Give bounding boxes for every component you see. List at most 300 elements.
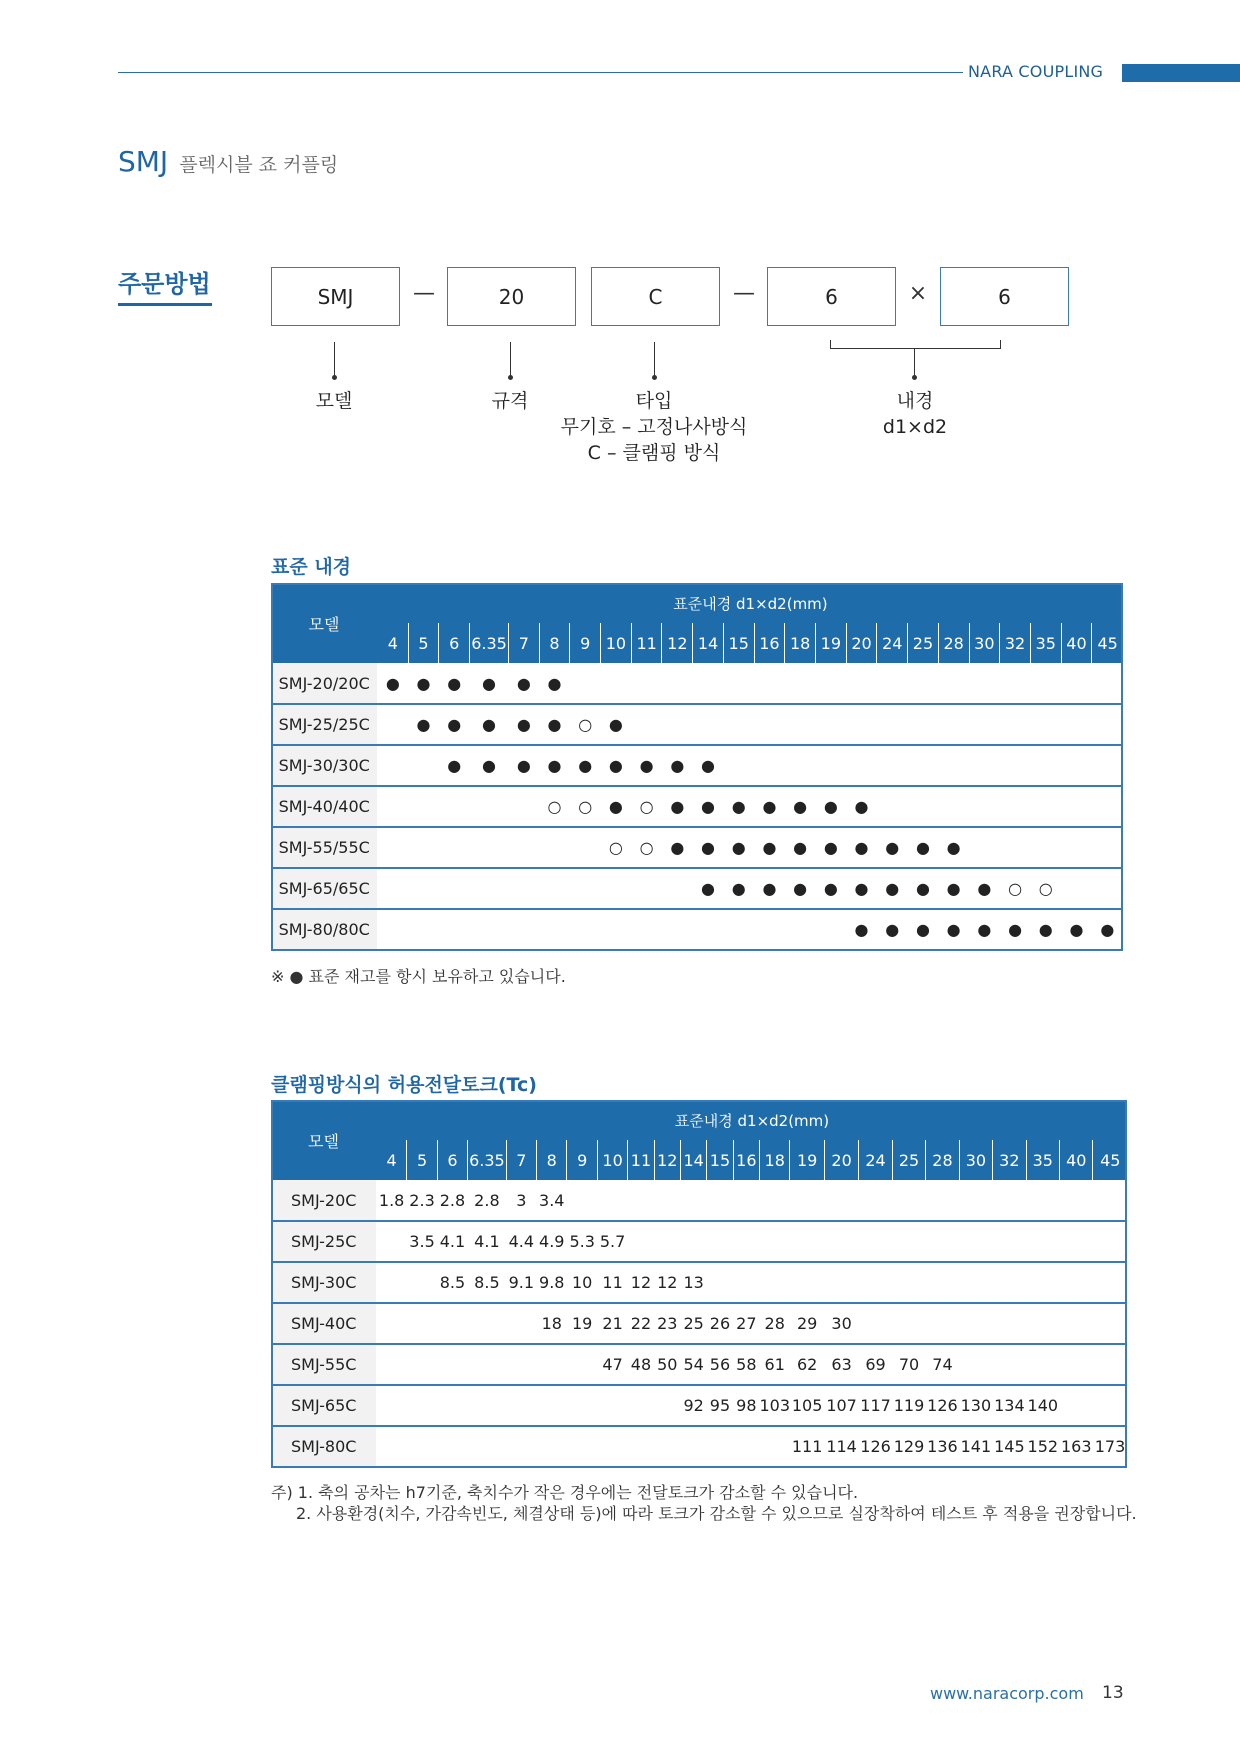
bore-size-header: 15 [723,623,754,663]
empty-cell [377,745,408,786]
stock-filled-marker: ● [470,704,509,745]
bore-size-header: 15 [707,1140,733,1180]
model-cell: SMJ-20/20C [271,663,377,704]
empty-cell [570,868,601,909]
torque-value-cell: 47 [597,1344,627,1385]
empty-cell [1061,786,1092,827]
pointer-line [334,342,335,376]
bore-size-header: 12 [654,1140,680,1180]
stock-filled-marker: ● [601,745,632,786]
empty-cell [790,1180,824,1221]
empty-cell [680,1221,706,1262]
torque-value-cell: 136 [926,1426,959,1467]
torque-table [271,1100,1127,1468]
empty-cell [662,704,693,745]
empty-cell [1026,1303,1059,1344]
torque-value-cell: 103 [760,1385,790,1426]
empty-cell [537,1385,567,1426]
empty-cell [707,1426,733,1467]
table-row [271,827,1123,868]
empty-cell [1000,786,1031,827]
empty-cell [539,827,570,868]
table-row [271,868,1123,909]
torque-value-cell: 119 [892,1385,925,1426]
torque-value-cell: 70 [892,1344,925,1385]
page-number: 13 [1102,1683,1124,1703]
table-row [271,1344,1127,1385]
torque-value-cell: 4.9 [537,1221,567,1262]
table-row [271,1221,1127,1262]
empty-cell [760,1426,790,1467]
stock-filled-marker: ● [938,868,969,909]
stock-filled-marker: ● [785,868,816,909]
bore-size-header: 5 [408,623,439,663]
empty-cell [439,868,470,909]
empty-cell [959,1221,992,1262]
stock-filled-marker: ● [570,745,601,786]
stock-filled-marker: ● [662,827,693,868]
empty-cell [859,1221,892,1262]
empty-cell [597,1180,627,1221]
bore-size-header: 19 [790,1140,824,1180]
stock-filled-marker: ● [508,663,539,704]
stock-filled-marker: ● [846,909,877,950]
stock-filled-marker: ● [846,868,877,909]
empty-cell [1093,1180,1127,1221]
empty-cell [408,868,439,909]
table-row [271,1180,1127,1221]
empty-cell [437,1303,467,1344]
empty-cell [1060,1303,1093,1344]
empty-cell [508,868,539,909]
torque-value-cell: 8.5 [437,1262,467,1303]
empty-cell [508,827,539,868]
empty-cell [815,704,846,745]
empty-cell [1026,1180,1059,1221]
torque-value-cell: 21 [597,1303,627,1344]
empty-cell [662,868,693,909]
bore-size-header: 28 [938,623,969,663]
model-cell: SMJ-40C [271,1303,376,1344]
bore-size-header: 30 [969,623,1000,663]
empty-cell [408,827,439,868]
table-row [271,1385,1127,1426]
empty-cell [1000,704,1031,745]
stock-open-marker: ○ [631,786,662,827]
empty-cell [892,1262,925,1303]
table-row [271,1262,1127,1303]
empty-cell [631,663,662,704]
bore-size-header: 8 [537,1140,567,1180]
empty-cell [1030,745,1061,786]
torque-value-cell: 5.7 [597,1221,627,1262]
empty-cell [1061,745,1092,786]
torque-value-cell: 126 [859,1426,892,1467]
empty-cell [846,745,877,786]
stock-filled-marker: ● [815,868,846,909]
torque-value-cell: 2.8 [437,1180,467,1221]
empty-cell [508,909,539,950]
empty-cell [846,663,877,704]
torque-value-cell: 105 [790,1385,824,1426]
empty-cell [601,868,632,909]
bore-size-header: 11 [628,1140,654,1180]
empty-cell [1000,827,1031,868]
stock-filled-marker: ● [408,704,439,745]
empty-cell [470,786,509,827]
empty-cell [693,704,724,745]
empty-cell [377,704,408,745]
torque-value-cell: 141 [959,1426,992,1467]
empty-cell [539,909,570,950]
model-cell: SMJ-80C [271,1426,376,1467]
empty-cell [407,1344,437,1385]
torque-value-cell: 130 [959,1385,992,1426]
empty-cell [662,663,693,704]
empty-cell [1061,868,1092,909]
torque-value-cell: 29 [790,1303,824,1344]
torque-value-cell: 27 [733,1303,759,1344]
empty-cell [1092,663,1123,704]
empty-cell [723,704,754,745]
empty-cell [1060,1385,1093,1426]
torque-value-cell: 95 [707,1385,733,1426]
stock-filled-marker: ● [539,745,570,786]
empty-cell [969,704,1000,745]
torque-value-cell: 9.1 [506,1262,536,1303]
empty-cell [376,1221,406,1262]
torque-value-cell: 152 [1026,1426,1059,1467]
bore-size-header: 18 [785,623,816,663]
bore-size-header: 10 [597,1140,627,1180]
empty-cell [1092,704,1123,745]
empty-cell [376,1303,406,1344]
torque-value-cell: 129 [892,1426,925,1467]
empty-cell [926,1303,959,1344]
empty-cell [680,1426,706,1467]
model-cell: SMJ-25C [271,1221,376,1262]
bore-size-header: 35 [1030,623,1061,663]
empty-cell [859,1180,892,1221]
stock-open-marker: ○ [539,786,570,827]
stock-filled-marker: ● [662,745,693,786]
empty-cell [567,1180,597,1221]
empty-cell [733,1262,759,1303]
stock-filled-marker: ● [1030,909,1061,950]
empty-cell [570,827,601,868]
stock-filled-marker: ● [1061,909,1092,950]
bore-size-header: 6.35 [470,623,509,663]
empty-cell [408,909,439,950]
empty-cell [437,1385,467,1426]
stock-filled-marker: ● [377,663,408,704]
product-name: 플렉시블 죠 커플링 [179,154,339,176]
standard-bore-table [271,583,1123,951]
empty-cell [1030,827,1061,868]
bore-size-header: 30 [959,1140,992,1180]
empty-cell [824,1221,858,1262]
bore-size-header: 40 [1060,1140,1093,1180]
stock-filled-marker: ● [539,704,570,745]
bore-size-header: 9 [567,1140,597,1180]
stock-filled-marker: ● [908,868,939,909]
pointer-dot [332,375,337,380]
bore-size-header: 25 [892,1140,925,1180]
empty-cell [662,909,693,950]
empty-cell [628,1180,654,1221]
stock-filled-marker: ● [631,745,662,786]
stock-open-marker: ○ [601,827,632,868]
standard-bore-heading: 표준 내경 [271,556,352,578]
bore-size-header: 12 [662,623,693,663]
torque-value-cell: 48 [628,1344,654,1385]
order-separator: — [733,281,755,306]
empty-cell [1000,663,1031,704]
torque-value-cell: 4.1 [437,1221,467,1262]
empty-cell [723,909,754,950]
empty-cell [815,663,846,704]
column-header-model: 모델 [271,583,377,663]
page-title [118,145,338,178]
empty-cell [892,1180,925,1221]
empty-cell [376,1385,406,1426]
empty-cell [707,1262,733,1303]
torque-value-cell: 23 [654,1303,680,1344]
stock-filled-marker: ● [969,868,1000,909]
stock-filled-marker: ● [539,663,570,704]
empty-cell [377,909,408,950]
empty-cell [1092,745,1123,786]
bore-size-header: 24 [877,623,908,663]
empty-cell [508,786,539,827]
stock-filled-marker: ● [439,704,470,745]
empty-cell [859,1303,892,1344]
stock-filled-marker: ● [877,827,908,868]
table-row [271,1303,1127,1344]
empty-cell [993,1180,1026,1221]
empty-cell [1092,868,1123,909]
bore-size-header: 45 [1092,623,1123,663]
bore-size-header: 8 [539,623,570,663]
bore-size-header: 9 [570,623,601,663]
stock-filled-marker: ● [754,827,785,868]
empty-cell [785,704,816,745]
empty-cell [908,663,939,704]
empty-cell [1060,1180,1093,1221]
pointer-line [510,342,511,376]
empty-cell [506,1303,536,1344]
empty-cell [892,1303,925,1344]
empty-cell [680,1180,706,1221]
empty-cell [785,909,816,950]
model-cell: SMJ-55C [271,1344,376,1385]
torque-value-cell: 30 [824,1303,858,1344]
empty-cell [733,1426,759,1467]
empty-cell [733,1221,759,1262]
bore-size-header: 11 [631,623,662,663]
empty-cell [969,745,1000,786]
order-box-model: SMJ [271,267,400,326]
empty-cell [439,909,470,950]
torque-value-cell: 107 [824,1385,858,1426]
stock-filled-marker: ● [938,827,969,868]
empty-cell [760,1221,790,1262]
empty-cell [567,1385,597,1426]
torque-value-cell: 5.3 [567,1221,597,1262]
empty-cell [1061,663,1092,704]
empty-cell [407,1262,437,1303]
bore-size-header: 28 [926,1140,959,1180]
empty-cell [1030,663,1061,704]
empty-cell [815,745,846,786]
empty-cell [1093,1385,1127,1426]
stock-filled-marker: ● [754,786,785,827]
empty-cell [567,1344,597,1385]
bore-size-header: 45 [1093,1140,1127,1180]
stock-open-marker: ○ [570,786,601,827]
empty-cell [707,1180,733,1221]
empty-cell [785,663,816,704]
bore-size-header: 40 [1061,623,1092,663]
stock-filled-marker: ● [601,704,632,745]
bore-size-header: 6 [437,1140,467,1180]
empty-cell [377,868,408,909]
empty-cell [1061,704,1092,745]
torque-value-cell: 98 [733,1385,759,1426]
empty-cell [597,1385,627,1426]
label-bore: 내경 d1×d2 [882,390,948,438]
empty-cell [1060,1221,1093,1262]
torque-value-cell: 117 [859,1385,892,1426]
empty-cell [1000,745,1031,786]
empty-cell [654,1426,680,1467]
empty-cell [908,745,939,786]
empty-cell [1061,827,1092,868]
torque-value-cell: 163 [1060,1426,1093,1467]
empty-cell [824,1262,858,1303]
empty-cell [377,786,408,827]
empty-cell [993,1303,1026,1344]
empty-cell [1026,1221,1059,1262]
empty-cell [1093,1221,1127,1262]
empty-cell [1092,827,1123,868]
empty-cell [723,745,754,786]
stock-filled-marker: ● [439,663,470,704]
torque-value-cell: 9.8 [537,1262,567,1303]
empty-cell [437,1426,467,1467]
empty-cell [468,1385,507,1426]
bore-size-header: 14 [680,1140,706,1180]
empty-cell [959,1303,992,1344]
empty-cell [959,1180,992,1221]
stock-filled-marker: ● [846,827,877,868]
torque-value-cell: 11 [597,1262,627,1303]
bore-size-header: 4 [376,1140,406,1180]
label-size: 규격 [491,390,529,412]
header-rule [118,72,963,73]
empty-cell [877,663,908,704]
empty-cell [1092,786,1123,827]
empty-cell [926,1221,959,1262]
order-box-type: C [591,267,720,326]
empty-cell [470,868,509,909]
empty-cell [754,704,785,745]
bore-size-header: 7 [508,623,539,663]
pointer-dot [508,375,513,380]
table-row [271,704,1123,745]
torque-value-cell: 28 [760,1303,790,1344]
stock-note: ※ ● 표준 재고를 항시 보유하고 있습니다. [271,967,566,986]
stock-filled-marker: ● [877,909,908,950]
empty-cell [570,909,601,950]
empty-cell [969,827,1000,868]
order-box-d1: 6 [767,267,896,326]
column-header-bore: 표준내경 d1×d2(mm) [376,1100,1127,1140]
empty-cell [601,663,632,704]
empty-cell [1026,1262,1059,1303]
bore-size-header: 20 [846,623,877,663]
torque-value-cell: 2.3 [407,1180,437,1221]
empty-cell [408,786,439,827]
empty-cell [707,1221,733,1262]
bore-size-header: 18 [760,1140,790,1180]
empty-cell [439,786,470,827]
torque-heading: 클램핑방식의 허용전달토크(Tc) [271,1074,537,1096]
empty-cell [723,663,754,704]
stock-filled-marker: ● [969,909,1000,950]
torque-value-cell: 140 [1026,1385,1059,1426]
stock-filled-marker: ● [815,827,846,868]
label-model: 모델 [315,390,353,412]
stock-filled-marker: ● [723,786,754,827]
model-cell: SMJ-80/80C [271,909,377,950]
empty-cell [631,704,662,745]
torque-value-cell: 56 [707,1344,733,1385]
stock-filled-marker: ● [508,745,539,786]
empty-cell [969,663,1000,704]
empty-cell [790,1221,824,1262]
empty-cell [628,1221,654,1262]
torque-value-cell: 19 [567,1303,597,1344]
torque-value-cell: 69 [859,1344,892,1385]
empty-cell [938,663,969,704]
torque-value-cell: 13 [680,1262,706,1303]
bore-size-header: 32 [993,1140,1026,1180]
empty-cell [654,1180,680,1221]
bore-size-header: 7 [506,1140,536,1180]
empty-cell [693,663,724,704]
torque-value-cell: 3.4 [537,1180,567,1221]
stock-filled-marker: ● [1000,909,1031,950]
stock-filled-marker: ● [785,786,816,827]
pointer-line [654,342,655,376]
empty-cell [993,1262,1026,1303]
torque-value-cell: 22 [628,1303,654,1344]
brand-name: NARA COUPLING [968,62,1104,81]
stock-filled-marker: ● [815,786,846,827]
empty-cell [506,1426,536,1467]
empty-cell [877,745,908,786]
empty-cell [877,704,908,745]
order-box-d2: 6 [940,267,1069,326]
pointer-line [914,349,915,376]
torque-value-cell: 111 [790,1426,824,1467]
torque-value-cell: 54 [680,1344,706,1385]
torque-value-cell: 92 [680,1385,706,1426]
column-header-bore: 표준내경 d1×d2(mm) [377,583,1123,623]
model-cell: SMJ-25/25C [271,704,377,745]
torque-value-cell: 3 [506,1180,536,1221]
